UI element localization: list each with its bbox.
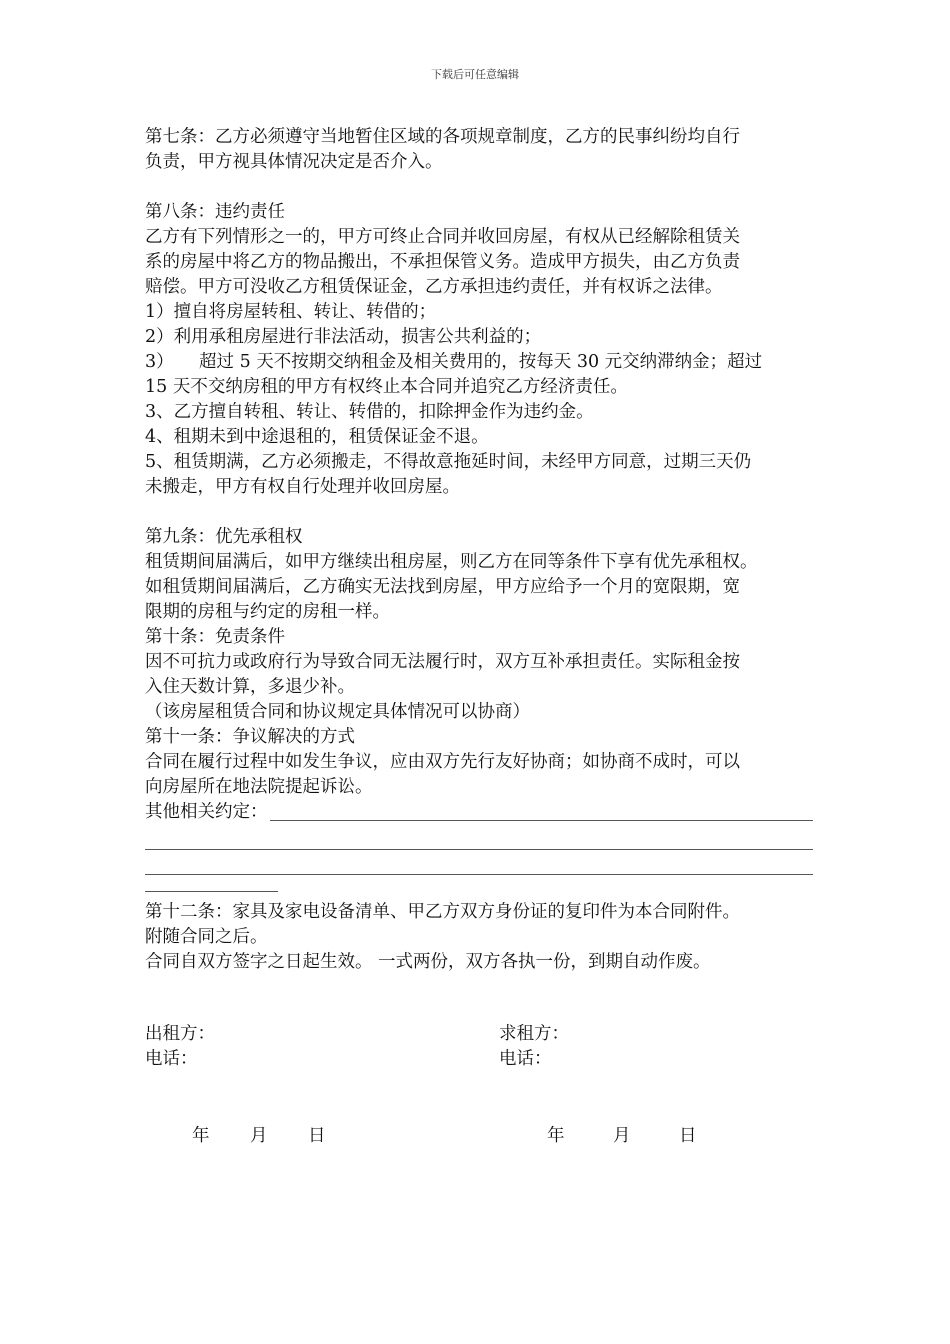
fill-rule xyxy=(145,850,813,875)
item-text: 超过 5 天不按期交纳租金及相关费用的，按每天 30 元交纳滞纳金；超过 xyxy=(199,352,763,372)
article9-title: 第九条：优先承租权 xyxy=(145,527,303,547)
article7-line: 负责，甲方视具体情况决定是否介入。 xyxy=(145,152,443,172)
lessee-date xyxy=(547,1122,697,1147)
lessor-date xyxy=(192,1122,326,1147)
article11-title: 第十一条：争议解决的方式 xyxy=(145,727,355,747)
lessee-label: 求租方： xyxy=(499,1024,569,1044)
article8-line: 15 天不交纳房租的甲方有权终止本合同并追究乙方经济责任。 xyxy=(145,377,628,397)
article8-line: 4、租期未到中途退租的，租赁保证金不退。 xyxy=(145,427,489,447)
lessor-label: 出租方： xyxy=(145,1024,215,1044)
date-day: 日 xyxy=(679,1126,697,1146)
article11-line: 向房屋所在地法院提起诉讼。 xyxy=(145,777,373,797)
article12-line: 附随合同之后。 xyxy=(145,927,268,947)
article9-line: 如租赁期间届满后，乙方确实无法找到房屋，甲方应给予一个月的宽限期，宽 xyxy=(145,577,740,597)
date-day: 日 xyxy=(308,1126,326,1146)
fill-rule xyxy=(270,820,814,821)
article10-line: 入住天数计算，多退少补。 xyxy=(145,677,355,697)
article8-line: 赔偿。甲方可没收乙方租赁保证金，乙方承担违约责任，并有权诉之法律。 xyxy=(145,277,723,297)
date-month: 月 xyxy=(613,1126,631,1146)
item-number: 3） xyxy=(145,352,174,372)
date-year: 年 xyxy=(547,1126,565,1146)
article8-item: 1）擅自将房屋转租、转让、转借的； xyxy=(145,302,437,322)
article8-line: 未搬走，甲方有权自行处理并收回房屋。 xyxy=(145,477,460,497)
article10-line: 因不可抗力或政府行为导致合同无法履行时，双方互补承担责任。实际租金按 xyxy=(145,652,740,672)
date-year: 年 xyxy=(192,1126,210,1146)
article8-line: 系的房屋中将乙方的物品搬出，不承担保管义务。造成甲方损失，由乙方负责 xyxy=(145,252,740,272)
other-terms-label: 其他相关约定： xyxy=(145,802,268,822)
date-month: 月 xyxy=(250,1126,268,1146)
article10-title: 第十条：免责条件 xyxy=(145,627,285,647)
article10-note: （该房屋租赁合同和协议规定具体情况可以协商） xyxy=(145,702,530,722)
header-note: 下载后可任意编辑 xyxy=(431,68,519,81)
article8-title: 第八条：违约责任 xyxy=(145,202,285,222)
lessee-phone-label: 电话： xyxy=(499,1049,552,1069)
contract-body xyxy=(145,125,813,975)
fill-rule xyxy=(145,825,813,850)
article8-line: 3、乙方擅自转租、转让、转借的，扣除押金作为违约金。 xyxy=(145,402,594,422)
lessee-block xyxy=(499,1022,569,1072)
article9-line: 限期的房租与约定的房租一样。 xyxy=(145,602,390,622)
other-terms-field[interactable] xyxy=(145,800,813,825)
lessor-block xyxy=(145,1022,215,1072)
article12-line: 合同自双方签字之日起生效。 一式两份，双方各执一份，到期自动作废。 xyxy=(145,952,711,972)
article9-line: 租赁期间届满后，如甲方继续出租房屋，则乙方在同等条件下享有优先承租权。 xyxy=(145,552,758,572)
article8-item: 2）利用承租房屋进行非法活动，损害公共利益的； xyxy=(145,327,542,347)
article8-line: 5、租赁期满，乙方必须搬走，不得故意拖延时间，未经甲方同意，过期三天仍 xyxy=(145,452,752,472)
article7-line: 第七条：乙方必须遵守当地暂住区域的各项规章制度，乙方的民事纠纷均自行 xyxy=(145,127,740,147)
article11-line: 合同在履行过程中如发生争议，应由双方先行友好协商；如协商不成时，可以 xyxy=(145,752,740,772)
article8-line: 乙方有下列情形之一的，甲方可终止合同并收回房屋，有权从已经解除租赁关 xyxy=(145,227,740,247)
article12-line: 第十二条：家具及家电设备清单、甲乙方双方身份证的复印件为本合同附件。 xyxy=(145,902,740,922)
article8-item-3 xyxy=(145,350,813,375)
lessor-phone-label: 电话： xyxy=(145,1049,198,1069)
fill-rule xyxy=(145,875,278,892)
